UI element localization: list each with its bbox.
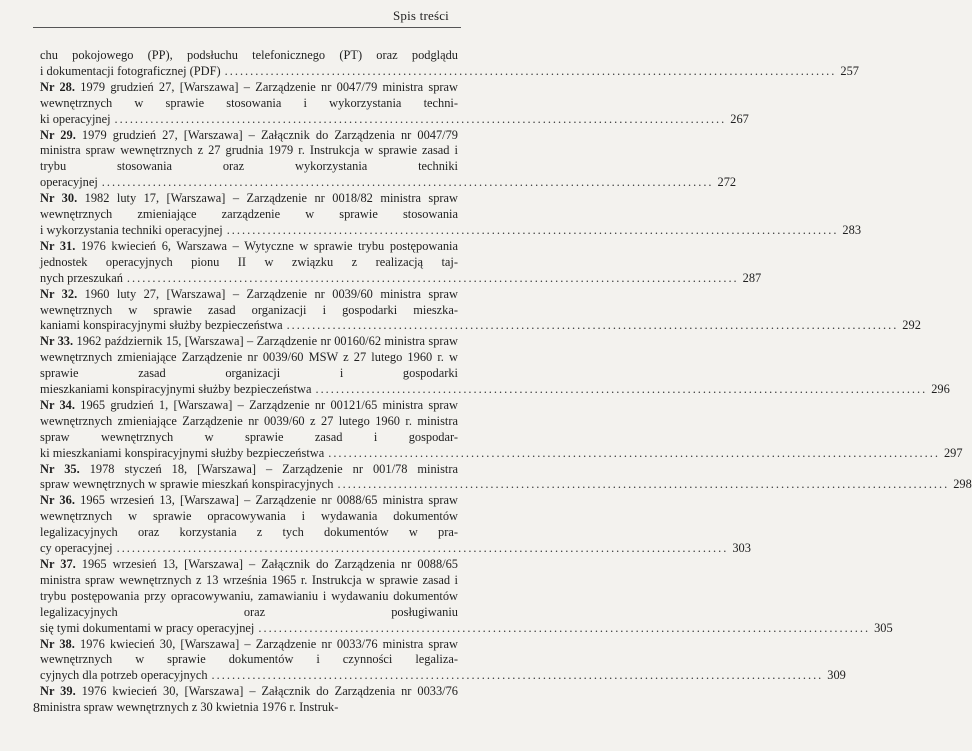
toc-entry-tail: mieszkaniami konspiracyjnymi służby bezpieczeństwa xyxy=(40,382,312,397)
toc-entry xyxy=(40,684,458,716)
toc-page-number: 298 xyxy=(953,477,972,492)
toc-entry-text: 1982 luty 17, [Warszawa] – Zarządzenie nr 0018/82 ministra spraw wewnętrznych zmieniające zarządzenie w sprawie stosowania xyxy=(40,191,458,222)
toc-entry-last-line xyxy=(40,270,762,287)
toc-entry-text: 1965 wrzesień 13, [Warszawa] – Załącznik do Zarządzenia nr 0088/65 ministra spraw wewnętrznych z 13 września 1965 r. Instrukcja w sprawie zasad i trybu postępowania przy opracowywaniu, zamawianiu i wydawaniu dokumentów legalizacyjnych oraz posługiwaniu xyxy=(40,557,458,619)
toc-entry-text: 1979 grudzień 27, [Warszawa] – Załącznik do Zarządzenia nr 0047/79 ministra spraw wewnętrznych z 27 grudnia 1979 r. Instrukcja w sprawie zasad i trybu stosowania oraz wykorzystania techniki xyxy=(40,127,458,174)
dot-leader: ........................................................................................................................ xyxy=(226,222,839,237)
toc-entry-number: Nr 29. xyxy=(40,127,76,142)
toc-entry-body xyxy=(40,398,458,446)
toc-page-number: 257 xyxy=(840,63,859,78)
toc-entry-tail: operacyjnej xyxy=(40,175,98,190)
toc-entry-tail: cy operacyjnej xyxy=(40,541,113,556)
toc-entry-number: Nr 35. xyxy=(40,461,80,476)
toc-entry-last-line xyxy=(40,318,921,334)
toc-page-number: 267 xyxy=(730,111,749,126)
toc-entry xyxy=(40,636,846,685)
toc-page-number: 283 xyxy=(842,222,862,237)
toc-entry-tail: ki operacyjnej xyxy=(40,111,111,126)
toc-entry-number: Nr 34. xyxy=(40,397,75,412)
toc-entry-tail: kaniami konspiracyjnymi służby bezpieczeństwa xyxy=(40,318,283,333)
toc-entry-number: Nr 28. xyxy=(40,79,75,94)
header-rule xyxy=(33,27,461,28)
toc-entry xyxy=(40,79,749,128)
toc-entry-text: 1976 kwiecień 6, Warszawa – Wytyczne w sprawie trybu postępowania jednostek operacyjnych pionu II w związku z realizacją taj- xyxy=(40,238,459,269)
toc-entry-tail: ki mieszkaniami konspiracyjnymi służby bezpieczeństwa xyxy=(40,445,325,460)
dot-leader: ........................................................................................................................ xyxy=(211,668,824,683)
toc-entry-tail: spraw wewnętrznych w sprawie mieszkań konspiracyjnych xyxy=(40,477,334,492)
page-number: 8 xyxy=(33,701,40,716)
toc-entry-body xyxy=(40,80,458,112)
toc-entry-text: 1962 październik 15, [Warszawa] – Zarządzenie nr 00160/62 ministra spraw wewnętrznych zmieniające Zarządzenie nr 0039/60 MSW z 27 lutego 1960 r. w sprawie zasad organizacji i gospodarki xyxy=(40,334,459,381)
toc-entry-last-line xyxy=(40,222,862,239)
toc-entry xyxy=(40,334,950,398)
toc-entry-text: 1965 wrzesień 13, [Warszawa] – Zarządzenie nr 0088/65 ministra spraw wewnętrznych w sprawie opracowywania i wydawania dokumentów legalizacyjnych oraz korzystania z tych dokumentów w pra- xyxy=(40,493,458,540)
toc-entry-text: 1960 luty 27, [Warszawa] – Zarządzenie nr 0039/60 ministra spraw wewnętrznych w sprawie zasad organizacji i gospodarki mieszka- xyxy=(40,286,458,317)
toc-entry-number: Nr 37. xyxy=(40,557,76,571)
toc-entry-last-line xyxy=(40,445,963,462)
toc-page-number: 297 xyxy=(943,445,963,460)
toc-page-number: 303 xyxy=(732,541,751,556)
toc-entry xyxy=(40,238,762,287)
toc-page-number: 305 xyxy=(874,620,893,635)
dot-leader: ........................................................................................................................ xyxy=(337,477,950,492)
toc-entry-body xyxy=(40,684,458,716)
toc-entry-number: Nr 33. xyxy=(40,334,74,349)
toc-entry-text: 1976 kwiecień 30, [Warszawa] – Załącznik do Zarządzenia nr 0033/76 ministra spraw wewnętrznych z 30 kwietnia 1976 r. Instruk- xyxy=(40,684,458,715)
toc-entry-number: Nr 39. xyxy=(40,684,76,699)
toc-entry-text: 1965 grudzień 1, [Warszawa] – Zarządzenie nr 00121/65 ministra spraw wewnętrznych zmieniające Zarządzenie nr 0039/60 z 27 lutego 1960 r. ministra spraw wewnętrznych w sprawie zasad i gospodar- xyxy=(40,397,459,444)
toc-entry-body xyxy=(40,239,458,271)
toc-entry-last-line xyxy=(40,382,950,398)
toc-entry-body xyxy=(40,557,458,621)
toc-entry-last-line xyxy=(40,620,893,637)
toc-entry-last-line xyxy=(40,541,751,557)
toc-entry-last-line xyxy=(40,175,737,191)
toc-page-number: 296 xyxy=(931,382,950,397)
table-of-contents xyxy=(40,48,972,716)
toc-page-number: 272 xyxy=(717,175,737,190)
dot-leader: ........................................................................................................................ xyxy=(114,111,727,126)
toc-entry-body xyxy=(40,493,458,541)
dot-leader: ........................................................................................................................ xyxy=(224,63,837,78)
toc-entry-number: Nr 38. xyxy=(40,636,75,651)
toc-entry-text: 1979 grudzień 27, [Warszawa] – Zarządzenie nr 0047/79 ministra spraw wewnętrznych w sprawie stosowania i wykorzystania techni- xyxy=(40,79,459,110)
dot-leader: ........................................................................................................................ xyxy=(258,620,871,635)
toc-entry-body xyxy=(40,462,458,478)
toc-entry-tail: i wykorzystania techniki operacyjnej xyxy=(40,222,223,237)
toc-entry-last-line xyxy=(40,477,972,493)
toc-entry xyxy=(40,48,859,80)
toc-entry xyxy=(40,397,963,462)
dot-leader: ........................................................................................................................ xyxy=(126,270,739,285)
toc-entry xyxy=(40,191,862,239)
toc-entry-number: Nr 31. xyxy=(40,238,76,253)
toc-entry-body xyxy=(40,128,458,176)
toc-page-number: 309 xyxy=(827,668,846,683)
toc-entry xyxy=(40,127,737,192)
dot-leader: ........................................................................................................................ xyxy=(315,382,928,397)
toc-entry xyxy=(40,557,893,637)
toc-entry-number: Nr 30. xyxy=(40,191,78,206)
toc-entry-text: chu pokojowego (PP), podsłuchu telefonicznego (PT) oraz podglądu xyxy=(40,48,458,62)
toc-entry-text: 1978 styczeń 18, [Warszawa] – Zarządzenie nr 001/78 ministra xyxy=(89,461,459,476)
toc-entry-body xyxy=(40,48,458,64)
toc-entry-number: Nr 36. xyxy=(40,493,75,508)
dot-leader: ........................................................................................................................ xyxy=(286,318,899,333)
running-head: Spis treści xyxy=(392,8,449,23)
toc-page-number: 292 xyxy=(902,318,921,333)
toc-entry-body xyxy=(40,191,458,223)
toc-entry-text: 1976 kwiecień 30, [Warszawa] – Zarządzenie nr 0033/76 ministra spraw wewnętrznych w sprawie dokumentów i czynności legaliza- xyxy=(40,636,459,667)
toc-entry-number: Nr 32. xyxy=(40,286,78,301)
toc-page-number: 287 xyxy=(742,270,762,285)
toc-entry-tail: cyjnych dla potrzeb operacyjnych xyxy=(40,668,208,683)
toc-entry-tail: się tymi dokumentami w pracy operacyjnej xyxy=(40,620,255,635)
toc-entry-body xyxy=(40,637,458,669)
toc-entry-tail: i dokumentacji fotograficznej (PDF) xyxy=(40,63,221,78)
toc-entry-last-line xyxy=(40,668,846,684)
toc-entry xyxy=(40,461,972,494)
toc-entry-tail: nych przeszukań xyxy=(40,270,123,285)
toc-entry-body xyxy=(40,287,458,319)
toc-entry-last-line xyxy=(40,63,859,80)
dot-leader: ........................................................................................................................ xyxy=(116,541,729,556)
toc-entry-body xyxy=(40,334,458,382)
toc-entry-last-line xyxy=(40,111,749,128)
toc-entry xyxy=(40,286,921,335)
dot-leader: ........................................................................................................................ xyxy=(328,445,940,460)
toc-entry xyxy=(40,493,751,557)
dot-leader: ........................................................................................................................ xyxy=(101,175,714,190)
